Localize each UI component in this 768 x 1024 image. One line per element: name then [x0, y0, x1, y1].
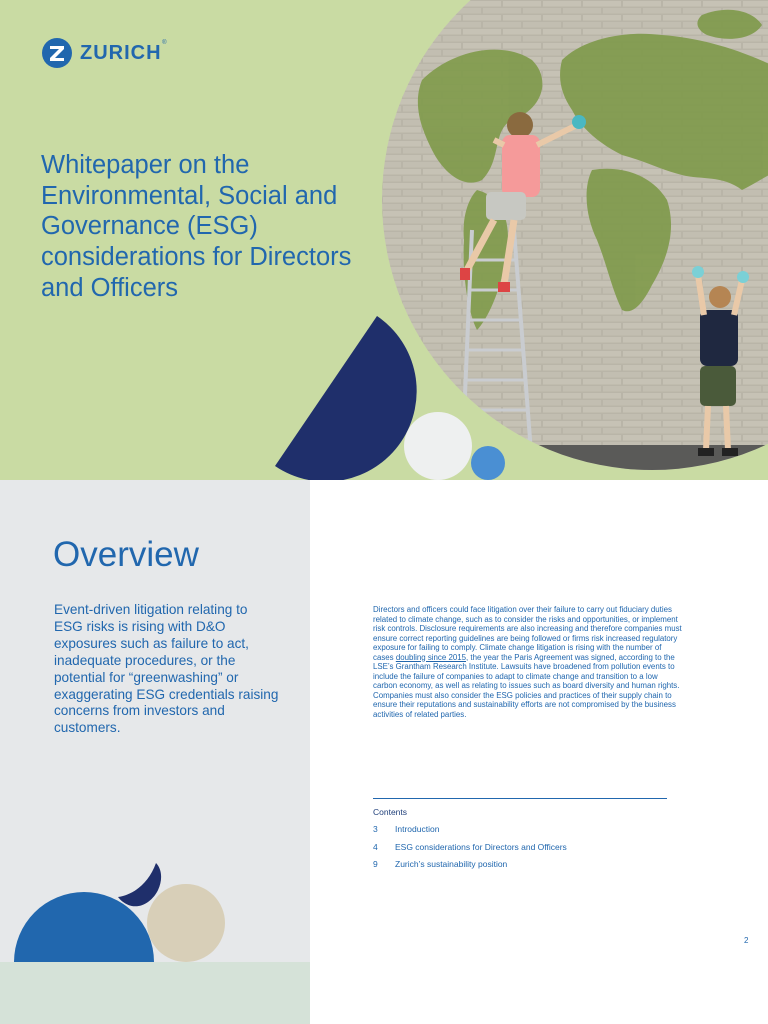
contents-item[interactable]: [373, 824, 567, 842]
light-blue-circle-shape: [471, 446, 505, 480]
world-map-wall-photo: [382, 0, 768, 470]
document-title: Whitepaper on the Environmental, Social and Governance (ESG) considerations for Directors and Officers: [41, 151, 352, 302]
overview-heading: Overview: [53, 535, 199, 574]
contents-page-number: 4: [373, 841, 378, 852]
contents-item[interactable]: [373, 859, 567, 877]
doubling-since-2015-link[interactable]: doubling since 2015: [395, 652, 467, 662]
contents-page-number: 9: [373, 859, 378, 869]
contents-heading: Contents: [373, 807, 408, 817]
overview-body-text: Directors and officers could face litigation over their failure to carry out fiduciary duties related to climate change, such as to consider the risks and opportunities, or implement risk controls. Disclosure requirements are also increasing and therefore companies must ensure correct reporting guidelines are being followed or firms risk increased regulatory exposure for failing to comply. Climate change litigation is rising with the number of cases doubling since 2015, the year the Paris Agreement was signed, according to the LSE’s Grantham Research Institute. Lawsuits have broadened from pollution events to include the failure of companies to adapt to climate change and transition to a low carbon economy, as well as relating to issues such as board diversity and human rights. Companies must also consider the ESG policies and practices of their supply chain to ensure their reputations and sustainability efforts are not compromised by the business activities of related parties.: [373, 605, 682, 719]
next-section-band: [0, 962, 310, 1024]
contents-page-number: 3: [373, 824, 378, 834]
zurich-logo: [42, 38, 168, 68]
page-number: 2: [744, 936, 749, 945]
zurich-wordmark: ZURICH ®: [80, 39, 168, 64]
contents-divider: [373, 798, 667, 799]
contents-item-label: Introduction: [395, 824, 440, 834]
white-circle-shape: [404, 412, 472, 480]
contents-item-label: Zurich’s sustainability position: [395, 859, 508, 869]
zurich-logo-icon: [42, 38, 72, 68]
contents-list: [373, 824, 567, 877]
overview-lead-text: Event-driven litigation relating to ESG risks is rising with D&O exposures such as failure to act, inadequate procedures, or the potential for “greenwashing” or exaggerating ESG credentials raising concerns from investors and customers.: [54, 602, 279, 736]
cover-hero: [0, 0, 768, 480]
contents-item[interactable]: [373, 842, 567, 860]
beige-circle-shape: [147, 884, 225, 962]
contents-item-label: ESG considerations for Directors and Officers: [395, 841, 567, 852]
navy-half-circle-shape: [275, 316, 417, 480]
